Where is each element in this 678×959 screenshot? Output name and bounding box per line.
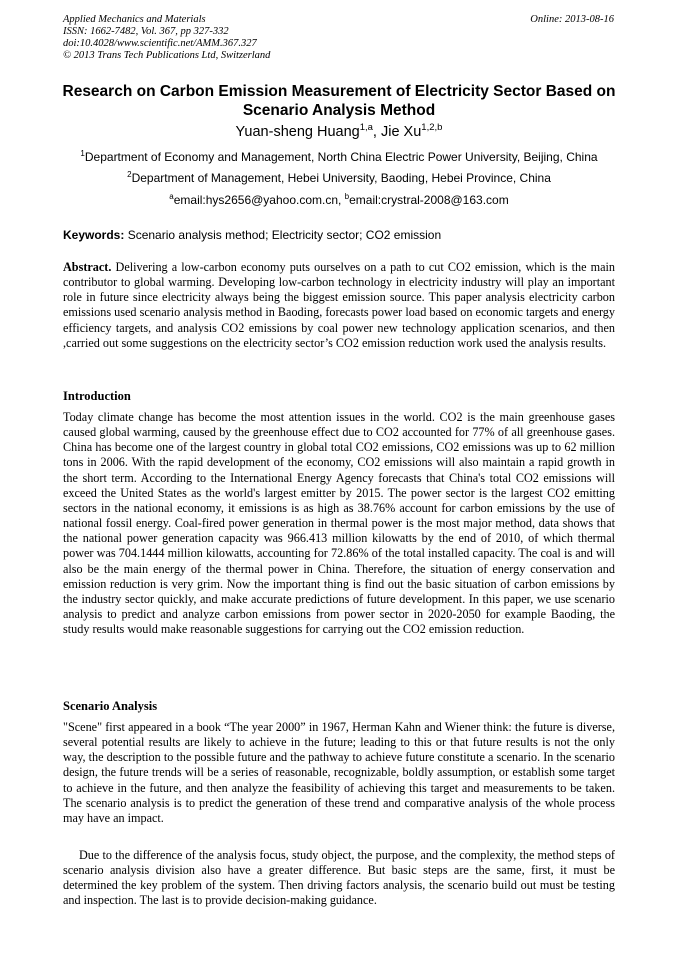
scenario-analysis-paragraph-2: Due to the difference of the analysis focus, study object, the purpose, and the complexity, the method steps of scenario analysis division also have a greater difference. But basic steps are the same, first, it must be determined the key problem of the system. Then driving factors analysis, the scenario build out must be testing and inspection. The last is to provide decision-making guidance.	[63, 848, 615, 908]
keywords-text: Scenario analysis method; Electricity sector; CO2 emission	[124, 228, 442, 242]
email-a-mark: a	[169, 192, 174, 201]
journal-header	[63, 14, 393, 62]
affiliation-2	[20, 171, 658, 186]
abstract-text: Delivering a low-carbon economy puts ourselves on a path to cut CO2 emission, which is the main contributor to global warming. Developing low-carbon technology in electricity industry will play an important role in future since electricity always being the biggest emission source. This paper analysis electricity carbon emissions used scenario analysis method in Baoding, forecasts power load based on economic targets and energy efficiency targets, and analysis CO2 emissions by coal power new technology application scenarios, and then ,carried out some suggestions on the electricity sector’s CO2 emission reduction work used the analysis results.	[63, 260, 615, 350]
paper-title: Research on Carbon Emission Measurement of Electricity Sector Based on Scenario Analysis Method	[62, 83, 616, 119]
affiliation-1-text: Department of Economy and Management, North China Electric Power University, Beijing, China	[84, 150, 598, 164]
email-line	[20, 193, 658, 208]
introduction-paragraph: Today climate change has become the most attention issues in the world. CO2 is the main greenhouse gases caused global warming, caused by the greenhouse effect due to CO2 accounted for 77% of all greenhouse gases. China has become one of the largest country in global total CO2 emissions, CO2 emissions was up to 62 million tons in 2006. With the rapid development of the economy, CO2 emissions will also maintain a rapid growth in the short term. According to the International Energy Agency forecasts that China's total CO2 emissions will exceed the United States as the world's largest emitter by 2015. The power sector is the largest CO2 emitting sectors in the national economy, it emissions is as high as 38.76% account for carbon emissions by the use of national fossil energy. Coal-fired power generation in thermal power is the most major method, data shows that the national power generation capacity was 966.413 million kilowatts by the end of 2010, of which thermal power was 704.1444 million kilowatts, accounting for 72.86% of the total installed capacity. The coal is and will also be the main energy of the thermal power in China. Therefore, the situation of energy conservation and emission reduction is very grim. Now the important thing is find out the basic situation of carbon emissions by the industry sector quickly, and make accurate predictions of future development. In this paper, we use scenario analysis to predict and analyze carbon emissions from power sector in 2020-2050 for example Baoding, the study results would make reasonable suggestions for carrying out the CO2 emission reduction.	[63, 410, 615, 637]
email-b: email:crystral-2008@163.com	[349, 193, 509, 207]
keywords	[63, 228, 615, 243]
scenario-analysis-paragraph-1: "Scene" first appeared in a book “The year 2000” in 1967, Herman Kahn and Wiener think: the future is diverse, several potential results are likely to achieve in the future; leading to this or that future results is not the only way, the description to the possible future and the pathway to achieve future constitute a scenario. In the scenario design, the future trends will be a series of reasonable, recognizable, boldly assumption, or establish some target to achieve in the future, and then analyze the feasibility of achieving this target and measurements to be taken. The scenario analysis is to predict the generation of these trend and comparative analysis of the whole process may have an impact.	[63, 720, 615, 825]
doi-line: doi:10.4028/www.scientific.net/AMM.367.327	[63, 38, 257, 49]
keywords-label: Keywords:	[63, 228, 125, 242]
email-a: email:hys2656@yahoo.com.cn,	[173, 193, 345, 207]
affiliation-2-text: Department of Management, Hebei University, Baoding, Hebei Province, China	[131, 171, 551, 185]
abstract	[63, 260, 615, 351]
author-2: Jie Xu	[380, 124, 422, 140]
author-line	[40, 123, 638, 141]
scenario-analysis-heading: Scenario Analysis	[63, 699, 158, 713]
affiliation-2-mark: 2	[127, 170, 132, 179]
author-1: Yuan-sheng Huang	[235, 124, 360, 140]
introduction-heading: Introduction	[63, 389, 131, 403]
copyright-line: © 2013 Trans Tech Publications Ltd, Switzerland	[63, 50, 271, 61]
affiliation-1-mark: 1	[80, 149, 85, 158]
affiliation-1	[20, 150, 658, 165]
email-b-mark: b	[344, 192, 350, 201]
online-date: Online: 2013-08-16	[530, 14, 614, 25]
issn-line: ISSN: 1662-7482, Vol. 367, pp 327-332	[63, 26, 229, 37]
journal-name: Applied Mechanics and Materials	[63, 14, 206, 25]
author-1-affiliation-mark: 1,a	[359, 122, 373, 134]
author-2-affiliation-mark: 1,2,b	[421, 122, 443, 134]
author-separator: ,	[372, 124, 381, 140]
abstract-label: Abstract.	[63, 260, 112, 274]
